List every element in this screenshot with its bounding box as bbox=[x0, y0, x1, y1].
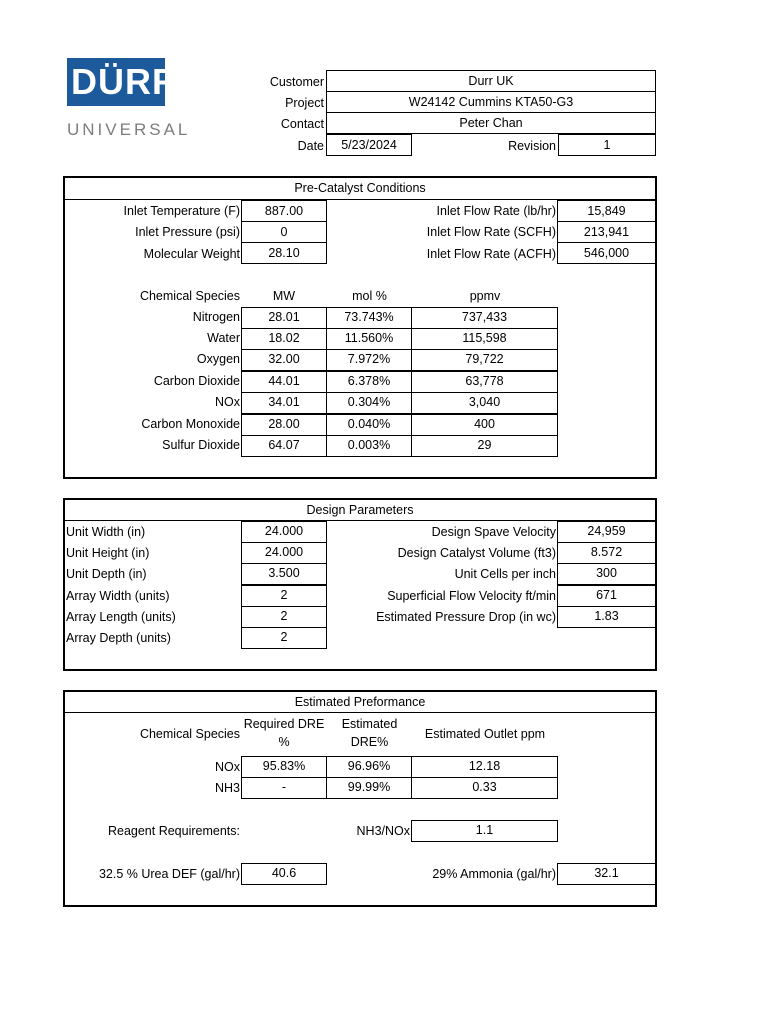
project-label: Project bbox=[285, 96, 324, 110]
species-ppmv: 79,722 bbox=[411, 349, 558, 371]
species-name: Carbon Dioxide bbox=[153, 374, 240, 388]
logo-subtitle: UNIVERSAL bbox=[67, 120, 191, 139]
flow-scfh-value: 213,941 bbox=[557, 221, 656, 243]
mol-header: mol % bbox=[352, 289, 387, 303]
species-mw: 18.02 bbox=[241, 328, 327, 350]
estimated-dre-header-line2: DRE% bbox=[350, 735, 389, 749]
array-length-label: Array Length (units) bbox=[66, 610, 176, 624]
logo-text: DÜRR bbox=[71, 61, 179, 102]
flow-acfh-value: 546,000 bbox=[557, 242, 656, 264]
species-ppmv: 63,778 bbox=[411, 371, 558, 393]
customer-label: Customer bbox=[269, 75, 324, 89]
design-parameters-title: Design Parameters bbox=[65, 500, 655, 521]
date-value: 5/23/2024 bbox=[326, 134, 412, 156]
species-mol: 0.040% bbox=[326, 414, 412, 436]
catalyst-volume-label: Design Catalyst Volume (ft3) bbox=[397, 546, 556, 560]
flow-acfh-label: Inlet Flow Rate (ACFH) bbox=[426, 247, 556, 261]
species-name: Nitrogen bbox=[192, 310, 240, 324]
unit-depth-value: 3.500 bbox=[241, 563, 327, 585]
species-name: Carbon Monoxide bbox=[141, 417, 240, 431]
durr-logo bbox=[67, 58, 179, 106]
array-depth-value: 2 bbox=[241, 627, 327, 649]
perf-species-name: NOx bbox=[215, 760, 240, 774]
flow-lb-value: 15,849 bbox=[557, 200, 656, 222]
perf-required-dre: - bbox=[241, 777, 327, 799]
species-mol: 0.304% bbox=[326, 392, 412, 414]
cells-per-inch-value: 300 bbox=[557, 563, 656, 585]
ammonia-label: 29% Ammonia (gal/hr) bbox=[432, 867, 556, 881]
species-mw: 28.00 bbox=[241, 414, 327, 436]
species-ppmv: 29 bbox=[411, 435, 558, 457]
revision-value: 1 bbox=[558, 134, 656, 156]
date-label: Date bbox=[297, 139, 324, 153]
species-header: Chemical Species bbox=[139, 289, 240, 303]
flow-scfh-label: Inlet Flow Rate (SCFH) bbox=[426, 225, 556, 239]
array-depth-label: Array Depth (units) bbox=[66, 631, 171, 645]
project-value: W24142 Cummins KTA50-G3 bbox=[326, 91, 656, 113]
species-mw: 32.00 bbox=[241, 349, 327, 371]
unit-width-value: 24.000 bbox=[241, 521, 327, 543]
estimated-dre-header bbox=[327, 715, 412, 751]
customer-value: Durr UK bbox=[326, 70, 656, 92]
perf-required-dre: 95.83% bbox=[241, 756, 327, 778]
species-ppmv: 115,598 bbox=[411, 328, 558, 350]
species-mw: 64.07 bbox=[241, 435, 327, 457]
perf-estimated-dre: 96.96% bbox=[326, 756, 412, 778]
species-mol: 0.003% bbox=[326, 435, 412, 457]
revision-label: Revision bbox=[508, 139, 556, 153]
ppmv-header: ppmv bbox=[469, 289, 501, 303]
array-length-value: 2 bbox=[241, 606, 327, 628]
estimated-dre-header-line1: Estimated bbox=[341, 717, 398, 731]
urea-def-label: 32.5 % Urea DEF (gal/hr) bbox=[98, 867, 240, 881]
array-width-label: Array Width (units) bbox=[66, 589, 170, 603]
unit-depth-label: Unit Depth (in) bbox=[66, 567, 147, 581]
required-dre-header bbox=[241, 715, 327, 751]
perf-outlet-ppm: 12.18 bbox=[411, 756, 558, 778]
pressure-drop-label: Estimated Pressure Drop (in wc) bbox=[376, 610, 556, 624]
nh3-nox-value: 1.1 bbox=[411, 820, 558, 842]
species-mol: 6.378% bbox=[326, 371, 412, 393]
species-mol: 11.560% bbox=[326, 328, 412, 350]
perf-outlet-ppm: 0.33 bbox=[411, 777, 558, 799]
species-mol: 73.743% bbox=[326, 307, 412, 329]
species-name: NOx bbox=[215, 395, 240, 409]
performance-title: Estimated Preformance bbox=[65, 692, 655, 713]
perf-species-header: Chemical Species bbox=[139, 727, 240, 741]
species-name: Water bbox=[207, 331, 240, 345]
flow-velocity-label: Superficial Flow Velocity ft/min bbox=[387, 589, 556, 603]
nh3-nox-label: NH3/NOx bbox=[356, 824, 410, 838]
flow-velocity-value: 671 bbox=[557, 585, 656, 607]
contact-value: Peter Chan bbox=[326, 112, 656, 134]
species-mw: 44.01 bbox=[241, 371, 327, 393]
perf-estimated-dre: 99.99% bbox=[326, 777, 412, 799]
contact-label: Contact bbox=[280, 117, 324, 131]
urea-def-value: 40.6 bbox=[241, 863, 327, 885]
required-dre-header-line1: Required DRE bbox=[243, 717, 325, 731]
mw-header: MW bbox=[272, 289, 296, 303]
species-ppmv: 400 bbox=[411, 414, 558, 436]
species-mw: 28.01 bbox=[241, 307, 327, 329]
pressure-drop-value: 1.83 bbox=[557, 606, 656, 628]
species-mol: 7.972% bbox=[326, 349, 412, 371]
species-name: Sulfur Dioxide bbox=[162, 438, 240, 452]
species-ppmv: 737,433 bbox=[411, 307, 558, 329]
perf-species-name: NH3 bbox=[214, 781, 240, 795]
required-dre-header-line2: % bbox=[278, 735, 290, 749]
ammonia-value: 32.1 bbox=[557, 863, 656, 885]
unit-height-value: 24.000 bbox=[241, 542, 327, 564]
unit-height-label: Unit Height (in) bbox=[66, 546, 150, 560]
space-velocity-label: Design Spave Velocity bbox=[431, 525, 556, 539]
inlet-pressure-value: 0 bbox=[241, 221, 327, 243]
array-width-value: 2 bbox=[241, 585, 327, 607]
pre-catalyst-title: Pre-Catalyst Conditions bbox=[65, 178, 655, 200]
mol-weight-label: Molecular Weight bbox=[143, 247, 240, 261]
unit-width-label: Unit Width (in) bbox=[66, 525, 146, 539]
mol-weight-value: 28.10 bbox=[241, 242, 327, 264]
cells-per-inch-label: Unit Cells per inch bbox=[454, 567, 556, 581]
inlet-temp-value: 887.00 bbox=[241, 200, 327, 222]
catalyst-volume-value: 8.572 bbox=[557, 542, 656, 564]
outlet-ppm-header: Estimated Outlet ppm bbox=[424, 727, 546, 741]
species-mw: 34.01 bbox=[241, 392, 327, 414]
flow-lb-label: Inlet Flow Rate (lb/hr) bbox=[436, 204, 556, 218]
reagent-requirements-label: Reagent Requirements: bbox=[107, 824, 240, 838]
inlet-pressure-label: Inlet Pressure (psi) bbox=[135, 225, 240, 239]
space-velocity-value: 24,959 bbox=[557, 521, 656, 543]
species-ppmv: 3,040 bbox=[411, 392, 558, 414]
species-name: Oxygen bbox=[196, 352, 240, 366]
inlet-temp-label: Inlet Temperature (F) bbox=[123, 204, 240, 218]
